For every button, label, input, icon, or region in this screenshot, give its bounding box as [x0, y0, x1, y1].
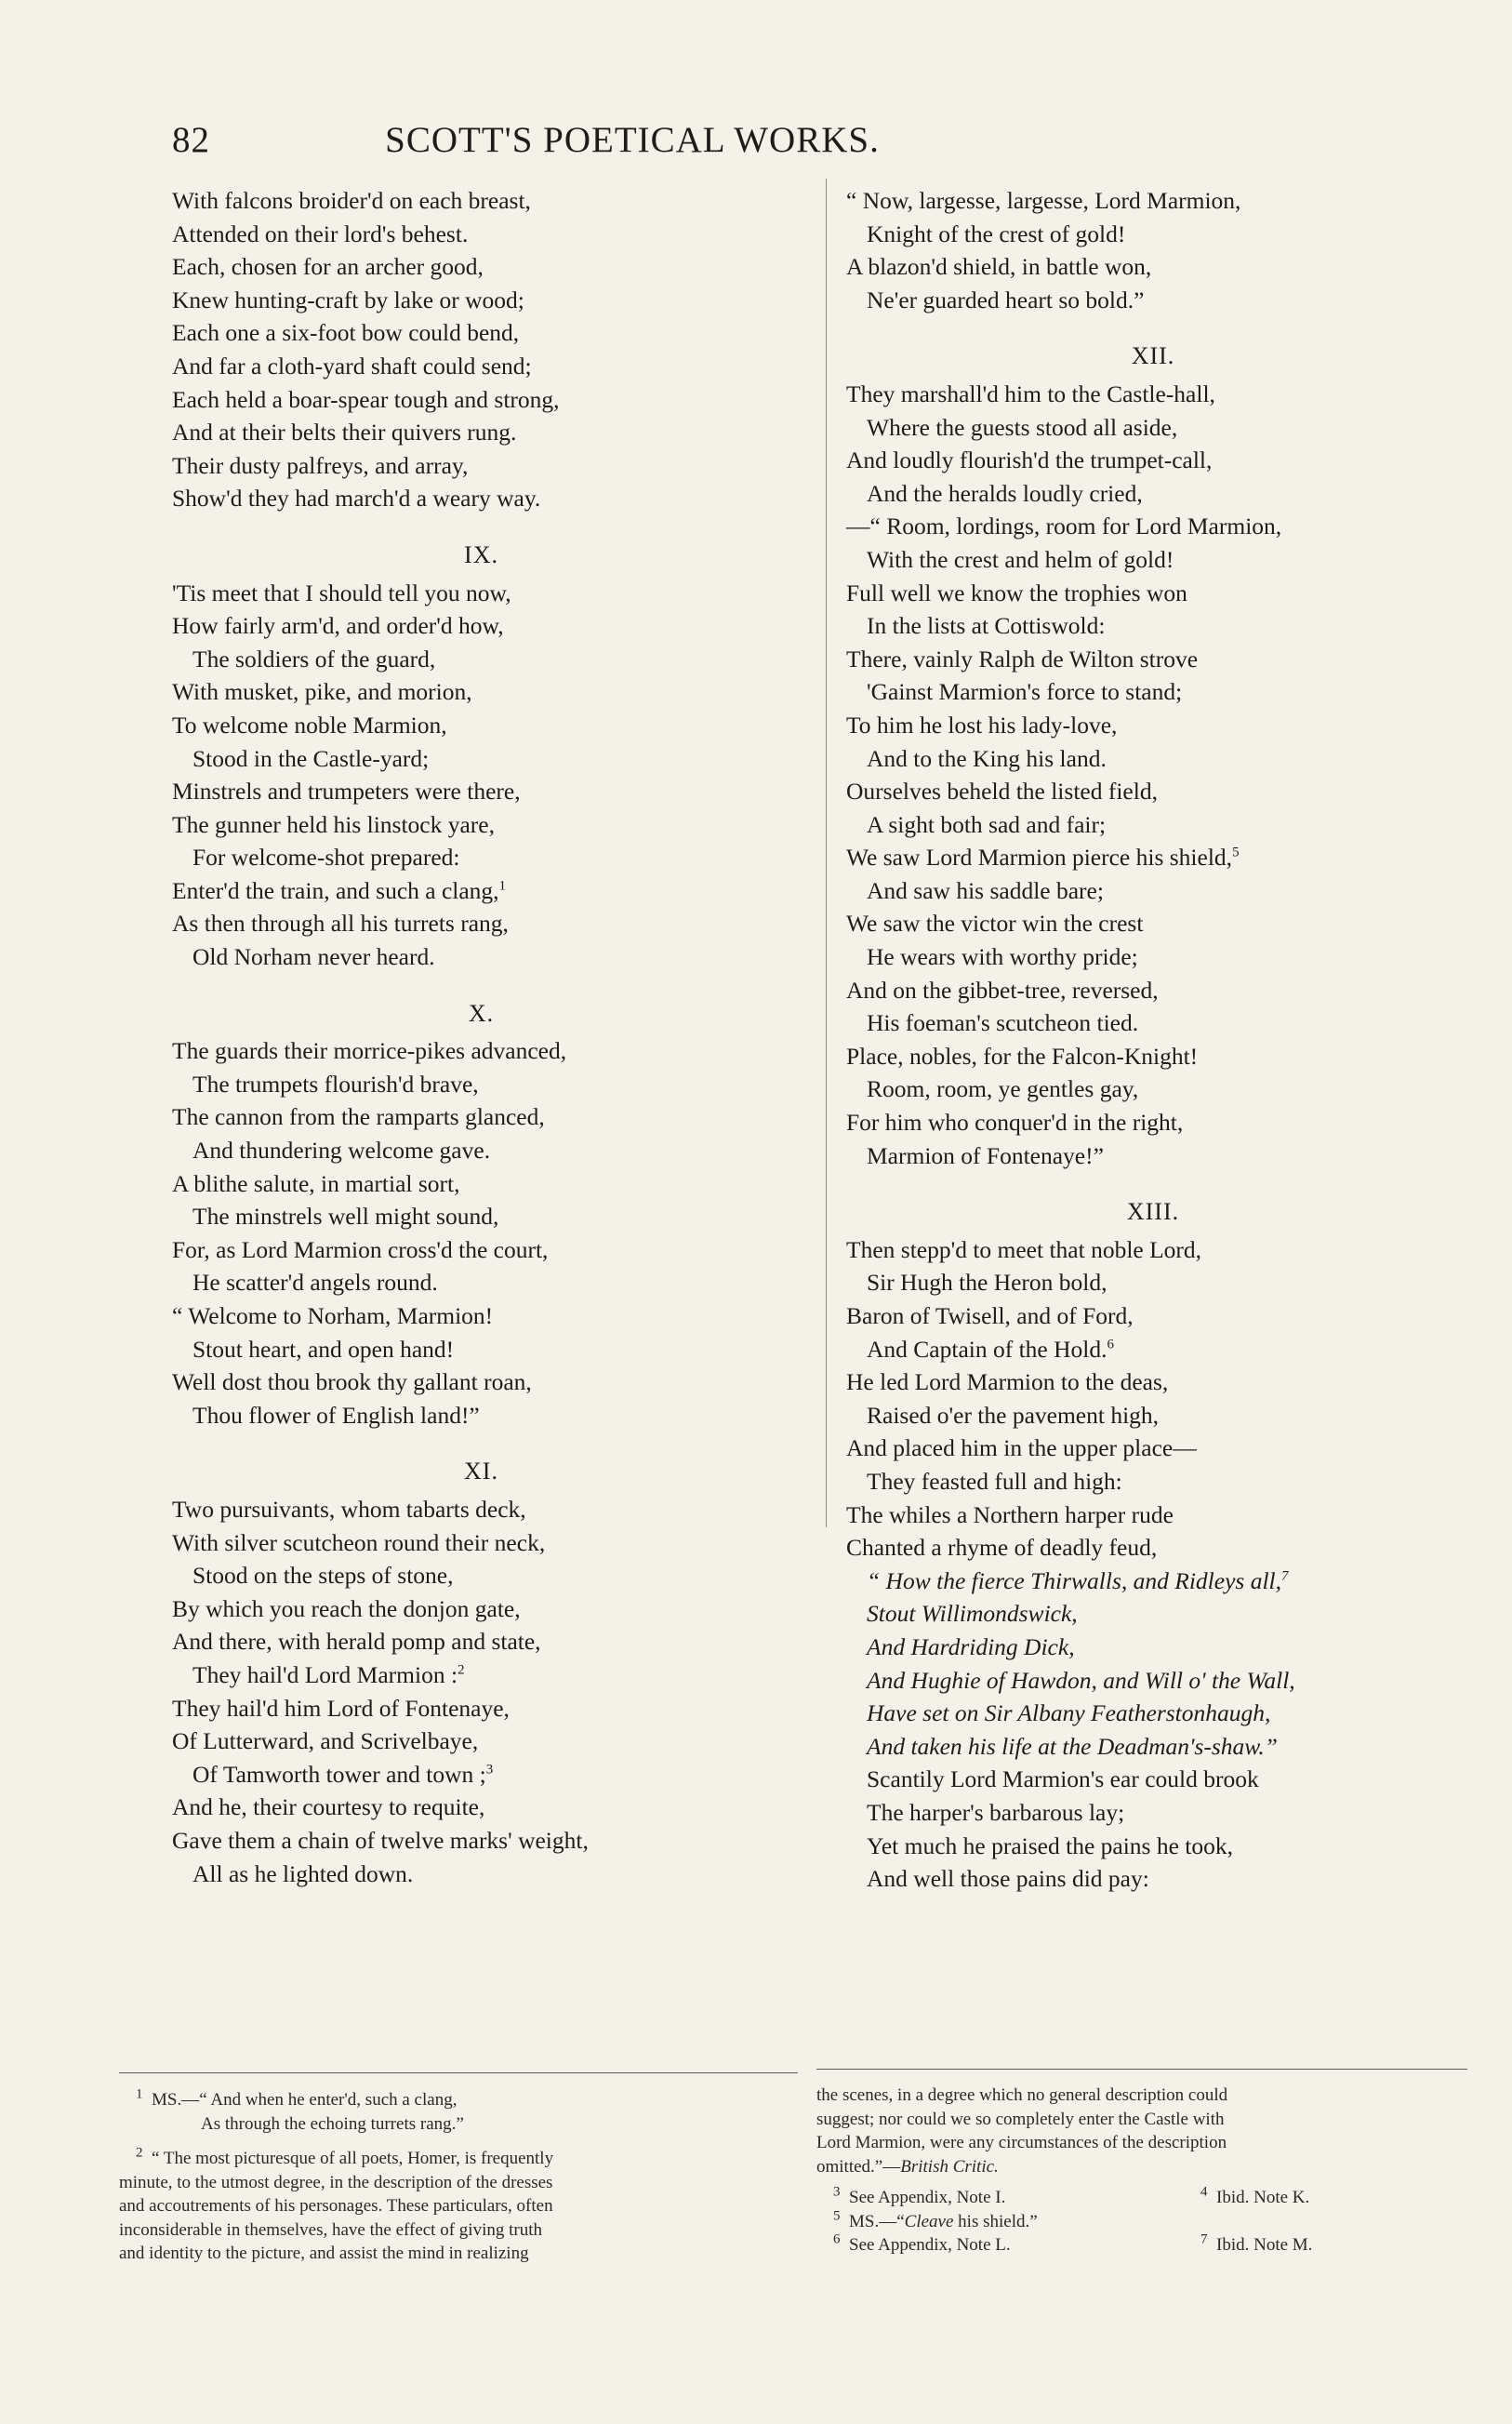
verse-line: They hail'd Lord Marmion :$^2$: [192, 1660, 465, 1688]
verse-line: All as he lighted down.: [192, 1859, 414, 1887]
verse-line: And there, with herald pomp and state,: [172, 1628, 541, 1656]
verse-line: Have set on Sir Albany Featherstonhaugh,: [867, 1699, 1271, 1727]
footnotes-right: [816, 2084, 1467, 2258]
verse-line: Chanted a rhyme of deadly feud,: [846, 1534, 1158, 1562]
verse-line: And saw his saddle bare;: [867, 876, 1104, 904]
verse-line: We saw Lord Marmion pierce his shield,$^5$: [846, 844, 1240, 872]
verse-line: They feasted full and high:: [867, 1467, 1122, 1495]
footnote-4: Ibid. Note K.: [1216, 2188, 1310, 2207]
footnote-ref: 3: [485, 1762, 494, 1778]
verse-line: The guards their morrice-pikes advanced,: [172, 1037, 567, 1065]
footnote-5: $^5$ MS.—“Cleave his shield.”: [833, 2208, 1038, 2231]
verse-line: How fairly arm'd, and order'd how,: [172, 612, 504, 640]
verse-line: A blithe salute, in martial sort,: [172, 1169, 460, 1197]
verse-line: Place, nobles, for the Falcon-Knight!: [846, 1042, 1199, 1070]
verse-line: And he, their courtesy to requite,: [172, 1793, 485, 1821]
footnote-source: British Critic.: [900, 2156, 999, 2177]
verse-line: Of Tamworth tower and town ;$^3$: [192, 1760, 494, 1788]
verse-line: Enter'd the train, and such a clang,$^1$: [172, 876, 507, 904]
verse-line: Two pursuivants, whom tabarts deck,: [172, 1495, 526, 1523]
stanza-heading-xiii: XIII.: [1126, 1198, 1180, 1226]
verse-line: And taken his life at the Deadman's-shaw.”: [867, 1732, 1278, 1760]
footnote-ref: 6: [1107, 1337, 1114, 1352]
verse-line: And well those pains did pay:: [867, 1865, 1149, 1893]
footnote-number: 4: [1200, 2184, 1208, 2200]
footnote-ref: 1: [498, 878, 507, 894]
footnote-2: $^2$ “ The most picturesque of all poets, Homer, is frequently: [136, 2145, 554, 2168]
footnote-line: inconsiderable in themselves, have the effect of giving truth: [119, 2219, 542, 2240]
verse-line: —“ Room, lordings, room for Lord Marmion,: [846, 513, 1282, 540]
verse-line: For him who conquer'd in the right,: [846, 1109, 1184, 1137]
verse-line: The harper's barbarous lay;: [867, 1798, 1125, 1826]
running-title: SCOTT'S POETICAL WORKS.: [385, 120, 880, 160]
verse-line: And far a cloth-yard shaft could send;: [172, 352, 532, 380]
verse-line: 'Tis meet that I should tell you now,: [172, 579, 511, 606]
page-header: [172, 119, 1093, 166]
footnote-3: See Appendix, Note I.: [849, 2188, 1006, 2207]
verse-line: To him he lost his lady-love,: [846, 711, 1118, 739]
footnote-line: suggest; nor could we so completely enter the Castle with: [816, 2109, 1225, 2129]
verse-line: Raised o'er the pavement high,: [867, 1401, 1160, 1429]
verse-line: The minstrels well might sound,: [192, 1203, 499, 1231]
verse-line: A blazon'd shield, in battle won,: [846, 253, 1152, 281]
footnote-line: minute, to the utmost degree, in the description of the dresses: [119, 2172, 553, 2192]
verse-line: And placed him in the upper place—: [846, 1434, 1197, 1462]
footnote-line: and accoutrements of his personages. These particulars, often: [119, 2196, 553, 2216]
verse-line: With musket, pike, and morion,: [172, 678, 472, 706]
footnote-line: Lord Marmion, were any circumstances of the description: [816, 2133, 1227, 2152]
footnote-ref: 5: [1232, 845, 1240, 860]
verse-line: Stout heart, and open hand!: [192, 1335, 455, 1363]
footnote-1-line-2: As through the echoing turrets rang.”: [201, 2113, 464, 2134]
verse-line: And the heralds loudly cried,: [867, 479, 1143, 507]
verse-line: And loudly flourish'd the trumpet-call,: [846, 446, 1213, 474]
column-divider: [826, 179, 827, 1527]
footnote-6-7: [816, 2233, 1467, 2258]
verse-line: And thundering welcome gave.: [192, 1137, 491, 1165]
verse-line: Thou flower of English land!”: [192, 1401, 480, 1429]
verse-line: To welcome noble Marmion,: [172, 711, 447, 739]
verse-line: Well dost thou brook thy gallant roan,: [172, 1368, 532, 1396]
stanza-heading-x: X.: [468, 999, 495, 1027]
footnote-1: $^1$ MS.—“ And when he enter'd, such a clang,: [136, 2086, 458, 2110]
verse-line: The trumpets flourish'd brave,: [192, 1070, 479, 1098]
verse-line: His foeman's scutcheon tied.: [867, 1009, 1139, 1037]
verse-line: Ne'er guarded heart so bold.”: [867, 286, 1145, 313]
stanza-heading-ix: IX.: [464, 540, 498, 568]
verse-line: There, vainly Ralph de Wilton strove: [846, 645, 1199, 673]
left-column: [172, 184, 790, 1890]
verse-line: Full well we know the trophies won: [846, 579, 1187, 606]
verse-line: Their dusty palfreys, and array,: [172, 451, 469, 479]
verse-line: And at their belts their quivers rung.: [172, 419, 517, 446]
footnote-line: the scenes, in a degree which no general description could: [816, 2085, 1228, 2105]
verse-line: And to the King his land.: [867, 744, 1107, 772]
verse-line: And Hughie of Hawdon, and Will o' the Wall,: [867, 1666, 1295, 1694]
footnote-6: See Appendix, Note L.: [849, 2235, 1011, 2255]
verse-line: The soldiers of the guard,: [192, 645, 436, 673]
verse-line: With falcons broider'd on each breast,: [172, 187, 531, 214]
verse-line: Attended on their lord's behest.: [172, 220, 469, 247]
verse-line: Yet much he praised the pains he took,: [867, 1831, 1234, 1859]
verse-line: Room, room, ye gentles gay,: [867, 1075, 1139, 1103]
verse-line: Where the guests stood all aside,: [867, 413, 1178, 441]
verse-line: “ Now, largesse, largesse, Lord Marmion,: [846, 187, 1241, 214]
verse-line: They marshall'd him to the Castle-hall,: [846, 380, 1215, 407]
verse-line: Knew hunting-craft by lake or wood;: [172, 286, 524, 313]
footnote-rule-right: [816, 2069, 1467, 2070]
verse-line: For welcome-shot prepared:: [192, 844, 460, 872]
footnote-ref: 7: [1281, 1568, 1289, 1584]
footnote-number: 6: [833, 2231, 841, 2247]
verse-line: Stood in the Castle-yard;: [192, 744, 430, 772]
verse-line: Stout Willimondswick,: [867, 1600, 1078, 1628]
verse-line: Show'd they had march'd a weary way.: [172, 485, 541, 513]
footnote-number: 3: [833, 2184, 841, 2200]
footnote-number: 7: [1200, 2231, 1208, 2247]
verse-line: “ How the fierce Thirwalls, and Ridleys all,$^7$: [867, 1566, 1289, 1594]
verse-line: By which you reach the donjon gate,: [172, 1594, 521, 1622]
right-column: [846, 184, 1460, 1896]
verse-line: As then through all his turrets rang,: [172, 910, 509, 938]
verse-line: Sir Hugh the Heron bold,: [867, 1269, 1107, 1297]
verse-line: Each one a six-foot bow could bend,: [172, 319, 520, 347]
footnote-ref: 2: [458, 1662, 465, 1678]
verse-line: Each, chosen for an archer good,: [172, 253, 484, 281]
verse-line: Each held a boar-spear tough and strong,: [172, 385, 560, 413]
footnote-number: 2: [136, 2145, 143, 2161]
verse-line: And Captain of the Hold.$^6$: [867, 1335, 1114, 1363]
verse-line: In the lists at Cottiswold:: [867, 612, 1106, 640]
stanza-heading-xi: XI.: [464, 1458, 498, 1485]
verse-line: He scatter'd angels round.: [192, 1269, 438, 1297]
verse-line: “ Welcome to Norham, Marmion!: [172, 1302, 494, 1329]
verse-line: Baron of Twisell, and of Ford,: [846, 1302, 1134, 1329]
verse-line: Stood on the steps of stone,: [192, 1562, 454, 1590]
verse-line: Old Norham never heard.: [192, 943, 435, 971]
footnote-number: 5: [833, 2208, 841, 2224]
verse-line: 'Gainst Marmion's force to stand;: [867, 678, 1183, 706]
verse-line: And on the gibbet-tree, reversed,: [846, 976, 1159, 1004]
verse-line: Of Lutterward, and Scrivelbaye,: [172, 1727, 479, 1755]
footnote-rule-left: [119, 2072, 798, 2073]
verse-line: The cannon from the ramparts glanced,: [172, 1103, 545, 1131]
verse-line: And Hardriding Dick,: [867, 1632, 1075, 1660]
verse-line: The whiles a Northern harper rude: [846, 1500, 1174, 1528]
verse-line: Scantily Lord Marmion's ear could brook: [867, 1765, 1259, 1793]
verse-line: Gave them a chain of twelve marks' weight,: [172, 1826, 589, 1854]
verse-line: Marmion of Fontenaye!”: [867, 1141, 1104, 1169]
verse-line: A sight both sad and fair;: [867, 810, 1107, 838]
verse-line: He led Lord Marmion to the deas,: [846, 1368, 1169, 1396]
footnote-7: Ibid. Note M.: [1216, 2235, 1313, 2255]
verse-line: Knight of the crest of gold!: [867, 220, 1126, 247]
stanza-heading-xii: XII.: [1131, 342, 1175, 370]
verse-line: Minstrels and trumpeters were there,: [172, 778, 521, 806]
verse-line: For, as Lord Marmion cross'd the court,: [172, 1235, 549, 1263]
verse-line: We saw the victor win the crest: [846, 910, 1144, 938]
verse-line: With the crest and helm of gold!: [867, 545, 1174, 573]
verse-line: With silver scutcheon round their neck,: [172, 1528, 546, 1556]
footnote-line: omitted.”—British Critic.: [816, 2156, 999, 2177]
verse-line: They hail'd him Lord of Fontenaye,: [172, 1694, 510, 1722]
verse-line: Then stepp'd to meet that noble Lord,: [846, 1235, 1202, 1263]
verse-line: He wears with worthy pride;: [867, 943, 1138, 971]
footnote-number: 1: [136, 2086, 143, 2102]
page-number: 82: [172, 120, 210, 160]
verse-line: The gunner held his linstock yare,: [172, 810, 495, 838]
verse-line: Ourselves beheld the listed field,: [846, 778, 1158, 806]
footnote-3-4: [816, 2186, 1467, 2210]
footnote-line: and identity to the picture, and assist the mind in realizing: [119, 2244, 529, 2263]
footnotes-left: [119, 2088, 798, 2266]
